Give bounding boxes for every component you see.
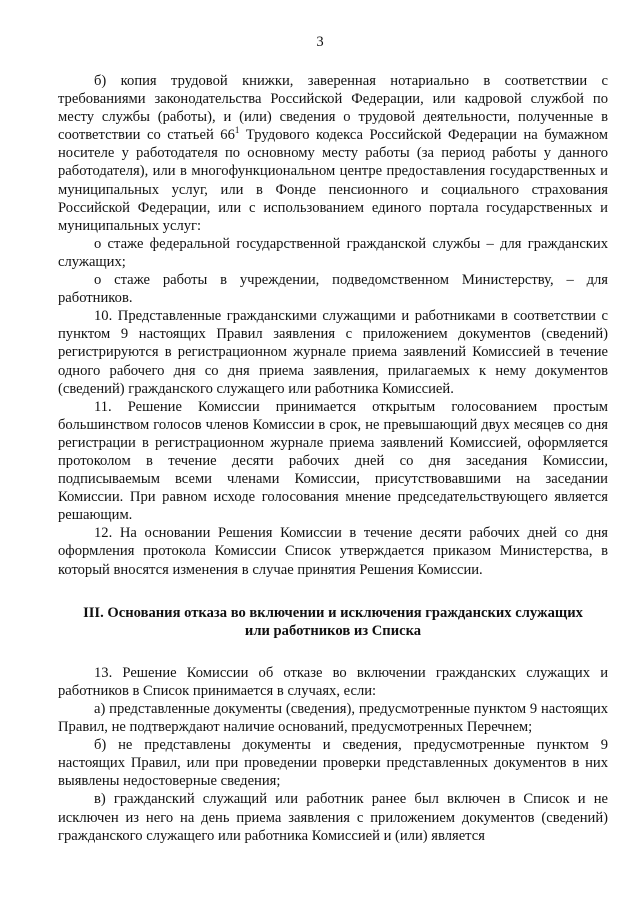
paragraph-13-a: а) представленные документы (сведения), предусмотренные пунктом 9 настоящих Правил, не подтверждают наличие оснований, предусмотренных Перечнем; [58, 701, 608, 736]
superscript: 1 [234, 125, 240, 136]
paragraph-work-experience: о стаже работы в учреждении, подведомственном Министерству, – для работников. [58, 272, 608, 307]
paragraph-b-labor-book [58, 72, 608, 235]
paragraph-13: 13. Решение Комиссии об отказе во включении гражданских служащих и работников в Список принимается в случаях, если: [58, 664, 608, 699]
paragraph-11: 11. Решение Комиссии принимается открытым голосованием простым большинством голосов членов Комиссии в срок, не превышающий двух месяцев со дня регистрации в регистрационном журнале приема заявлений Комиссией, оформляется протоколом в течение десяти рабочих дней со дня заседания Комиссии, подписываемым всеми членами Комиссии, присутствовавшими на заседании Комиссии. При равном исходе голосования мнение председательствующего является решающим. [58, 398, 608, 524]
paragraph-text: Трудового кодекса Российской Федерации на бумажном носителе у работодателя по основному месту работы (за период работы у данного работодателя), или в многофункциональном центре предоставления государственных и муниципальных услуг, или в Фонде пенсионного и социального страхования Российской Федерации, или с использованием единого портала государственных и муниципальных услуг: [58, 127, 609, 234]
paragraph-text: б) копия трудовой книжки, заверенная нотариально в соответствии с требованиями законодательства Российской Федерации, или кадровой службой по месту службы (работы), и (или) сведения о трудовой деятельности, полученные в соответствии со статьей 66 [58, 73, 608, 144]
paragraph-13-v: в) гражданский служащий или работник ранее был включен в Список и не исключен из него на день приема заявления с приложением документов (сведений) гражданского служащего или работника Комиссией и (или) является [58, 791, 608, 844]
section-heading-line-2: или работников из Списка [244, 622, 422, 639]
paragraph-10: 10. Представленные гражданскими служащими и работниками в соответствии с пунктом 9 настоящих Правил заявления с приложением документов (сведений) регистрируются в регистрационном журнале приема заявлений Комиссией в течение одного рабочего дня со дня приема заявления, прилагаемых к нему документов (сведений) гражданского служащего или работника Комиссией. [58, 308, 608, 397]
section-heading [58, 604, 608, 640]
paragraph-12: 12. На основании Решения Комиссии в течение десяти рабочих дней со дня оформления протокола Комиссии Список утверждается приказом Министерства, в который вносятся изменения в случае принятия Решения Комиссии. [58, 525, 608, 578]
page-number: 3 [316, 34, 324, 50]
paragraph-civil-service-experience: о стаже федеральной государственной гражданской службы – для гражданских служащих; [58, 235, 608, 270]
paragraph-13-b: б) не представлены документы и сведения, предусмотренные пунктом 9 настоящих Правил, или при проведении проверки представленных документов в них выявлены недостоверные сведения; [58, 737, 608, 790]
document-body [58, 72, 608, 845]
section-heading-line-1: III. Основания отказа во включении и исключения гражданских служащих [83, 604, 583, 621]
